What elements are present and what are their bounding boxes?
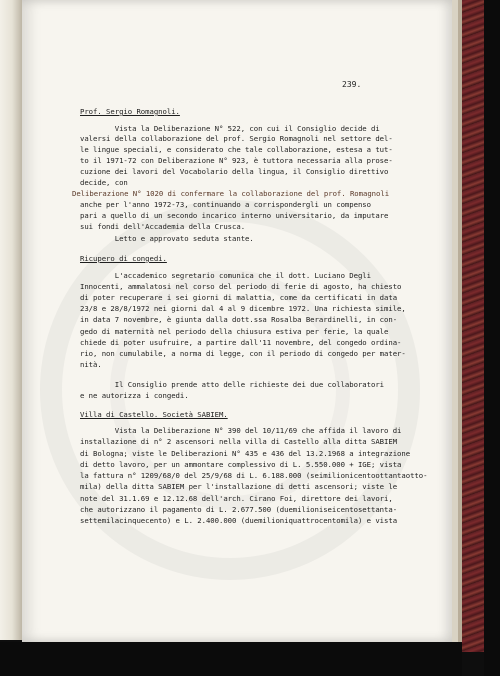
text-line: mila) della ditta SABIEM per l'installazione di detti ascensori; viste le — [80, 482, 398, 491]
page-number: 239. — [342, 80, 362, 89]
text-line: di Bologna; viste le Deliberazioni N° 435 e 436 del 13.2.1968 a integrazione — [80, 449, 411, 458]
text-line: e ne autorizza i congedi. — [80, 391, 189, 400]
section-heading: Ricupero di congedi. — [80, 254, 167, 263]
text-line: che autorizzano il pagamento di L. 2.677.500 (duemilioniseicentosettanta- — [80, 505, 398, 514]
background-bottom — [0, 642, 462, 676]
text-line: nità. — [80, 360, 102, 369]
text-line: 23/8 e 28/8/1972 nei giorni dal 4 al 9 dicembre 1972. Una richiesta simile, — [80, 304, 406, 313]
book-gutter — [0, 0, 22, 640]
text-line: to il 1971-72 con Deliberazione N° 923, è tuttora necessaria alla prose- — [80, 156, 393, 165]
text-line: valersi della collaborazione del prof. Sergio Romagnoli nel settore del- — [80, 134, 393, 143]
deliberation-line: Deliberazione N° 1020 di confermare la collaborazione del prof. Romagnoli — [72, 189, 390, 198]
text-line: le lingue speciali, e considerato che tale collaborazione, estesa a tut- — [80, 145, 393, 154]
text-line: in data 7 novembre, è giunta dalla dott.ssa Rosalba Berardinelli, in con- — [80, 315, 398, 324]
background-right — [484, 0, 500, 676]
text-line: rio, non cumulabile, a norma di legge, con il periodo di congedo per mater- — [80, 349, 406, 358]
text-line: Vista la Deliberazione N° 522, con cui il Consiglio decide di — [80, 124, 380, 133]
text-line: installazione di n° 2 ascensori nella villa di Castello alla ditta SABIEM — [80, 437, 398, 446]
text-line: cuzione dei lavori del Vocabolario della lingua, il Consiglio direttivo — [80, 167, 389, 176]
text-line: note del 31.1.69 e 12.12.68 dell'arch. Cirano Foi, direttore dei lavori, — [80, 494, 393, 503]
text-line: pari a quello di un secondo incarico interno universitario, da imputare — [80, 211, 389, 220]
text-line: di detto lavoro, per un ammontare complessivo di L. 5.550.000 + IGE; vista — [80, 460, 402, 469]
text-line: Letto e approvato seduta stante. — [80, 234, 254, 243]
marbled-cover — [462, 0, 484, 652]
section-heading: Villa di Castello. Società SABIEM. — [80, 410, 228, 419]
text-line: chiede di poter usufruire, a partire dall'11 novembre, del congedo ordina- — [80, 338, 402, 347]
text-line: L'accademico segretario comunica che il dott. Luciano Degli — [80, 271, 371, 280]
text-line: settemilacinquecento) e L. 2.400.000 (duemilioniquattrocentomila) e vista — [80, 516, 398, 525]
text-line: la fattura n° 1209/68/0 del 25/9/68 di L. 6.188.000 (seimilionicentoottantaotto- — [80, 471, 428, 480]
text-line: Vista la Deliberazione N° 390 del 10/11/69 che affida il lavoro di — [80, 426, 402, 435]
text-line: Il Consiglio prende atto delle richieste dei due collaboratori — [80, 380, 385, 389]
text-line: anche per l'anno 1972-73, continuando a corrispondergli un compenso — [80, 200, 371, 209]
text-line: gedo di maternità nel periodo della chiusura estiva per ferie, la quale — [80, 327, 389, 336]
section-heading: Prof. Sergio Romagnoli. — [80, 107, 180, 116]
text-line: di poter recuperare i sei giorni di malattia, come da certificati in data — [80, 293, 398, 302]
text-line: Innocenti, ammalatosi nel corso del periodo di ferie di agosto, ha chiesto — [80, 282, 402, 291]
text-line: sui fondi dell'Accademia della Crusca. — [80, 222, 246, 231]
text-line: decide, con — [80, 178, 128, 187]
